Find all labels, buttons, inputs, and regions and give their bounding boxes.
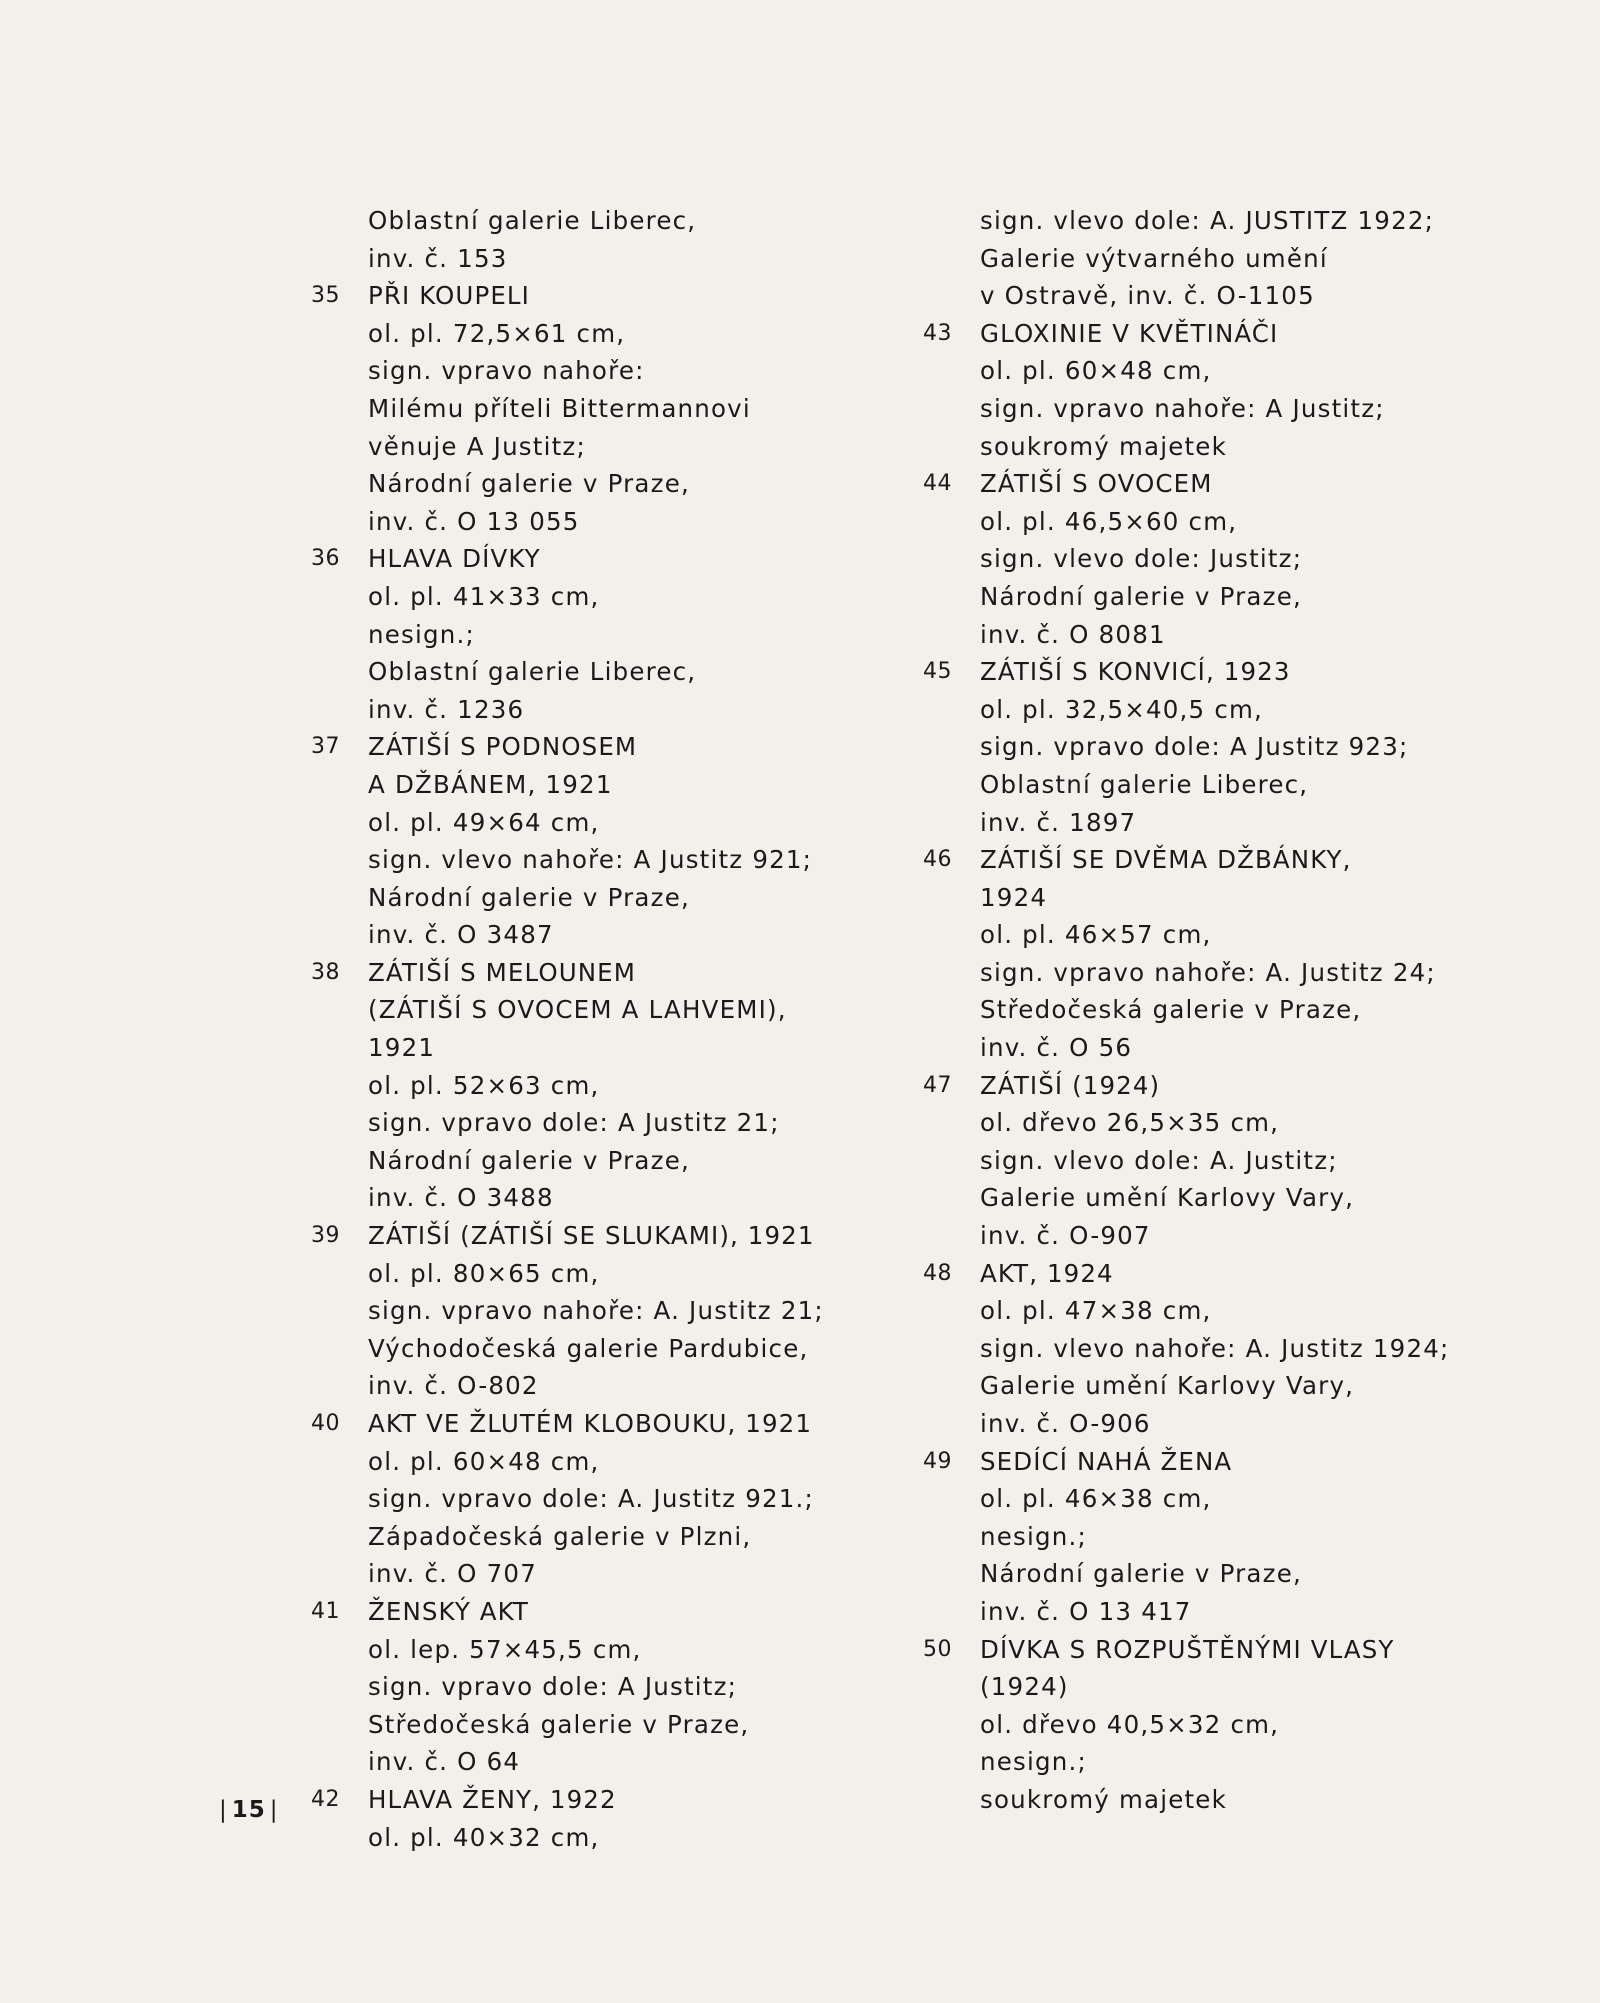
entry-number: 48 xyxy=(923,1260,952,1286)
entry-line: sign. vpravo dole: A. Justitz 921.; xyxy=(368,1484,814,1514)
entry-title: SEDÍCÍ NAHÁ ŽENA xyxy=(980,1446,1233,1476)
entry-line: Oblastní galerie Liberec, xyxy=(980,769,1309,799)
entry-line: inv. č. 153 xyxy=(368,243,508,273)
entry-line: sign. vpravo nahoře: A. Justitz 24; xyxy=(980,957,1436,987)
catalogue-entry xyxy=(912,1255,1512,1443)
entry-line: ol. pl. 72,5×61 cm, xyxy=(368,318,626,348)
entry-line: Galerie výtvarného umění xyxy=(980,243,1328,273)
entry-line: Milému příteli Bittermannovi xyxy=(368,393,751,423)
entry-line: inv. č. O 13 417 xyxy=(980,1596,1192,1626)
catalogue-entry xyxy=(300,728,860,954)
entry-number: 43 xyxy=(923,320,952,346)
entry-line: 1921 xyxy=(368,1033,436,1063)
entry-line: inv. č. O 3487 xyxy=(368,920,554,950)
entry-title: HLAVA DÍVKY xyxy=(368,544,541,574)
entry-line: ol. pl. 80×65 cm, xyxy=(368,1258,600,1288)
entry-line: v Ostravě, inv. č. O-1105 xyxy=(980,281,1315,311)
entry-line: (ZÁTIŠÍ S OVOCEM A LAHVEMI), xyxy=(368,995,787,1025)
entry-number: 42 xyxy=(311,1786,340,1812)
entry-line: Národní galerie v Praze, xyxy=(980,1559,1302,1589)
entry-number: 44 xyxy=(923,471,952,497)
catalogue-entry xyxy=(300,540,860,728)
catalogue-entry xyxy=(300,1593,860,1781)
entry-line: inv. č. O-907 xyxy=(980,1221,1151,1251)
entry-line: sign. vpravo nahoře: A Justitz; xyxy=(980,393,1385,423)
entry-number: 41 xyxy=(311,1598,340,1624)
entry-line: Galerie umění Karlovy Vary, xyxy=(980,1183,1355,1213)
entry-line: sign. vpravo dole: A Justitz 21; xyxy=(368,1108,780,1138)
entry-line: ol. pl. 32,5×40,5 cm, xyxy=(980,694,1264,724)
entry-number: 38 xyxy=(311,959,340,985)
catalogue-entry xyxy=(912,315,1512,465)
catalogue-entry xyxy=(300,1405,860,1593)
entry-number: 46 xyxy=(923,847,952,873)
catalogue-entry xyxy=(300,1217,860,1405)
catalogue-entry-continuation xyxy=(300,202,860,277)
entry-line: sign. vlevo dole: A. JUSTITZ 1922; xyxy=(980,206,1435,235)
entry-line: ol. pl. 47×38 cm, xyxy=(980,1296,1212,1326)
entry-line: inv. č. O 13 055 xyxy=(368,506,580,536)
entry-number: 45 xyxy=(923,659,952,685)
entry-line: ol. pl. 46×38 cm, xyxy=(980,1484,1212,1514)
catalogue-entry xyxy=(912,1631,1512,1819)
entry-line: ol. dřevo 40,5×32 cm, xyxy=(980,1709,1280,1739)
entry-number: 39 xyxy=(311,1223,340,1249)
entry-line: ol. pl. 46×57 cm, xyxy=(980,920,1212,950)
entry-line: inv. č. O-906 xyxy=(980,1409,1151,1438)
entry-number: 47 xyxy=(923,1072,952,1098)
entry-number: 49 xyxy=(923,1448,952,1474)
entry-line: ol. pl. 60×48 cm, xyxy=(368,1446,600,1476)
entry-line: Východočeská galerie Pardubice, xyxy=(368,1333,809,1363)
entry-line: sign. vpravo nahoře: xyxy=(368,356,645,386)
entry-line: Národní galerie v Praze, xyxy=(368,1145,690,1175)
entry-title: ZÁTIŠÍ S KONVICÍ, 1923 xyxy=(980,657,1291,687)
entry-title: DÍVKA S ROZPUŠTĚNÝMI VLASY xyxy=(980,1634,1395,1664)
catalogue-entry xyxy=(912,653,1512,841)
entry-line: inv. č. O 56 xyxy=(980,1033,1133,1063)
entry-line: soukromý majetek xyxy=(980,1784,1227,1814)
entry-line: inv. č. O 8081 xyxy=(980,619,1166,649)
entry-line: ol. dřevo 26,5×35 cm, xyxy=(980,1108,1280,1138)
entry-number: 36 xyxy=(311,546,340,572)
entry-line: ol. pl. 46,5×60 cm, xyxy=(980,506,1238,536)
catalogue-entry-continuation xyxy=(912,202,1512,315)
entry-title: GLOXINIE V KVĚTINÁČI xyxy=(980,318,1279,348)
entry-line: inv. č. 1897 xyxy=(980,807,1137,837)
right-column xyxy=(912,202,1512,1819)
entry-line: inv. č. O 64 xyxy=(368,1747,521,1777)
entry-title: AKT VE ŽLUTÉM KLOBOUKU, 1921 xyxy=(368,1409,813,1438)
entry-title: ZÁTIŠÍ S OVOCEM xyxy=(980,469,1213,499)
entry-title: AKT, 1924 xyxy=(980,1258,1114,1288)
entry-title: PŘI KOUPELI xyxy=(368,281,530,311)
entry-line: nesign.; xyxy=(980,1747,1087,1777)
catalogue-entry xyxy=(912,1067,1512,1255)
entry-line: sign. vlevo nahoře: A. Justitz 1924; xyxy=(980,1333,1450,1363)
entry-line: sign. vpravo nahoře: A. Justitz 21; xyxy=(368,1296,824,1326)
entry-line: Oblastní galerie Liberec, xyxy=(368,657,697,687)
entry-title: ZÁTIŠÍ SE DVĚMA DŽBÁNKY, xyxy=(980,845,1352,875)
entry-line: ol. pl. 49×64 cm, xyxy=(368,807,600,837)
entry-line: Oblastní galerie Liberec, xyxy=(368,206,697,235)
catalogue-entry xyxy=(300,277,860,540)
catalogue-entry xyxy=(912,1443,1512,1631)
entry-line: sign. vlevo dole: A. Justitz; xyxy=(980,1145,1338,1175)
entry-title: HLAVA ŽENY, 1922 xyxy=(368,1784,617,1814)
entry-title: ŽENSKÝ AKT xyxy=(368,1596,529,1626)
entry-line: Středočeská galerie v Praze, xyxy=(980,995,1362,1025)
entry-line: ol. pl. 40×32 cm, xyxy=(368,1822,600,1852)
entry-line: inv. č. O-802 xyxy=(368,1371,539,1401)
entry-line: Národní galerie v Praze, xyxy=(368,882,690,912)
entry-line: (1924) xyxy=(980,1672,1069,1702)
entry-line: inv. č. O 3488 xyxy=(368,1183,554,1213)
entry-line: Národní galerie v Praze, xyxy=(980,581,1302,611)
entry-title: ZÁTIŠÍ (1924) xyxy=(980,1070,1161,1100)
entry-line: ol. pl. 60×48 cm, xyxy=(980,356,1212,386)
entry-line: sign. vpravo dole: A Justitz 923; xyxy=(980,732,1409,762)
entry-line: věnuje A Justitz; xyxy=(368,431,586,461)
entry-line: A DŽBÁNEM, 1921 xyxy=(368,769,613,799)
entry-line: sign. vlevo nahoře: A Justitz 921; xyxy=(368,845,813,875)
page-number-value: 15 xyxy=(231,1797,266,1823)
entry-number: 50 xyxy=(923,1636,952,1662)
entry-line: sign. vlevo dole: Justitz; xyxy=(980,544,1303,574)
catalogue-entry xyxy=(912,841,1512,1067)
page-number: | 15 | xyxy=(219,1797,279,1823)
entry-line: ol. pl. 52×63 cm, xyxy=(368,1070,600,1100)
catalogue-entry xyxy=(300,954,860,1217)
entry-line: ol. pl. 41×33 cm, xyxy=(368,581,600,611)
entry-title: ZÁTIŠÍ S PODNOSEM xyxy=(368,732,638,762)
entry-line: Středočeská galerie v Praze, xyxy=(368,1709,750,1739)
entry-line: sign. vpravo dole: A Justitz; xyxy=(368,1672,738,1702)
entry-line: inv. č. 1236 xyxy=(368,694,525,724)
entry-line: Západočeská galerie v Plzni, xyxy=(368,1521,752,1551)
entry-number: 35 xyxy=(311,283,340,309)
entry-line: Galerie umění Karlovy Vary, xyxy=(980,1371,1355,1401)
entry-line: 1924 xyxy=(980,882,1048,912)
entry-line: nesign.; xyxy=(980,1521,1087,1551)
catalogue-entry xyxy=(300,1781,860,1856)
entry-title: ZÁTIŠÍ (ZÁTIŠÍ SE SLUKAMI), 1921 xyxy=(368,1221,815,1251)
entry-number: 37 xyxy=(311,734,340,760)
entry-title: ZÁTIŠÍ S MELOUNEM xyxy=(368,957,636,987)
entry-line: ol. lep. 57×45,5 cm, xyxy=(368,1634,642,1664)
entry-line: soukromý majetek xyxy=(980,431,1227,461)
entry-line: Národní galerie v Praze, xyxy=(368,469,690,499)
entry-line: inv. č. O 707 xyxy=(368,1559,537,1589)
catalogue-entry xyxy=(912,465,1512,653)
left-column xyxy=(300,202,860,1856)
entry-number: 40 xyxy=(311,1411,340,1436)
entry-line: nesign.; xyxy=(368,619,475,649)
